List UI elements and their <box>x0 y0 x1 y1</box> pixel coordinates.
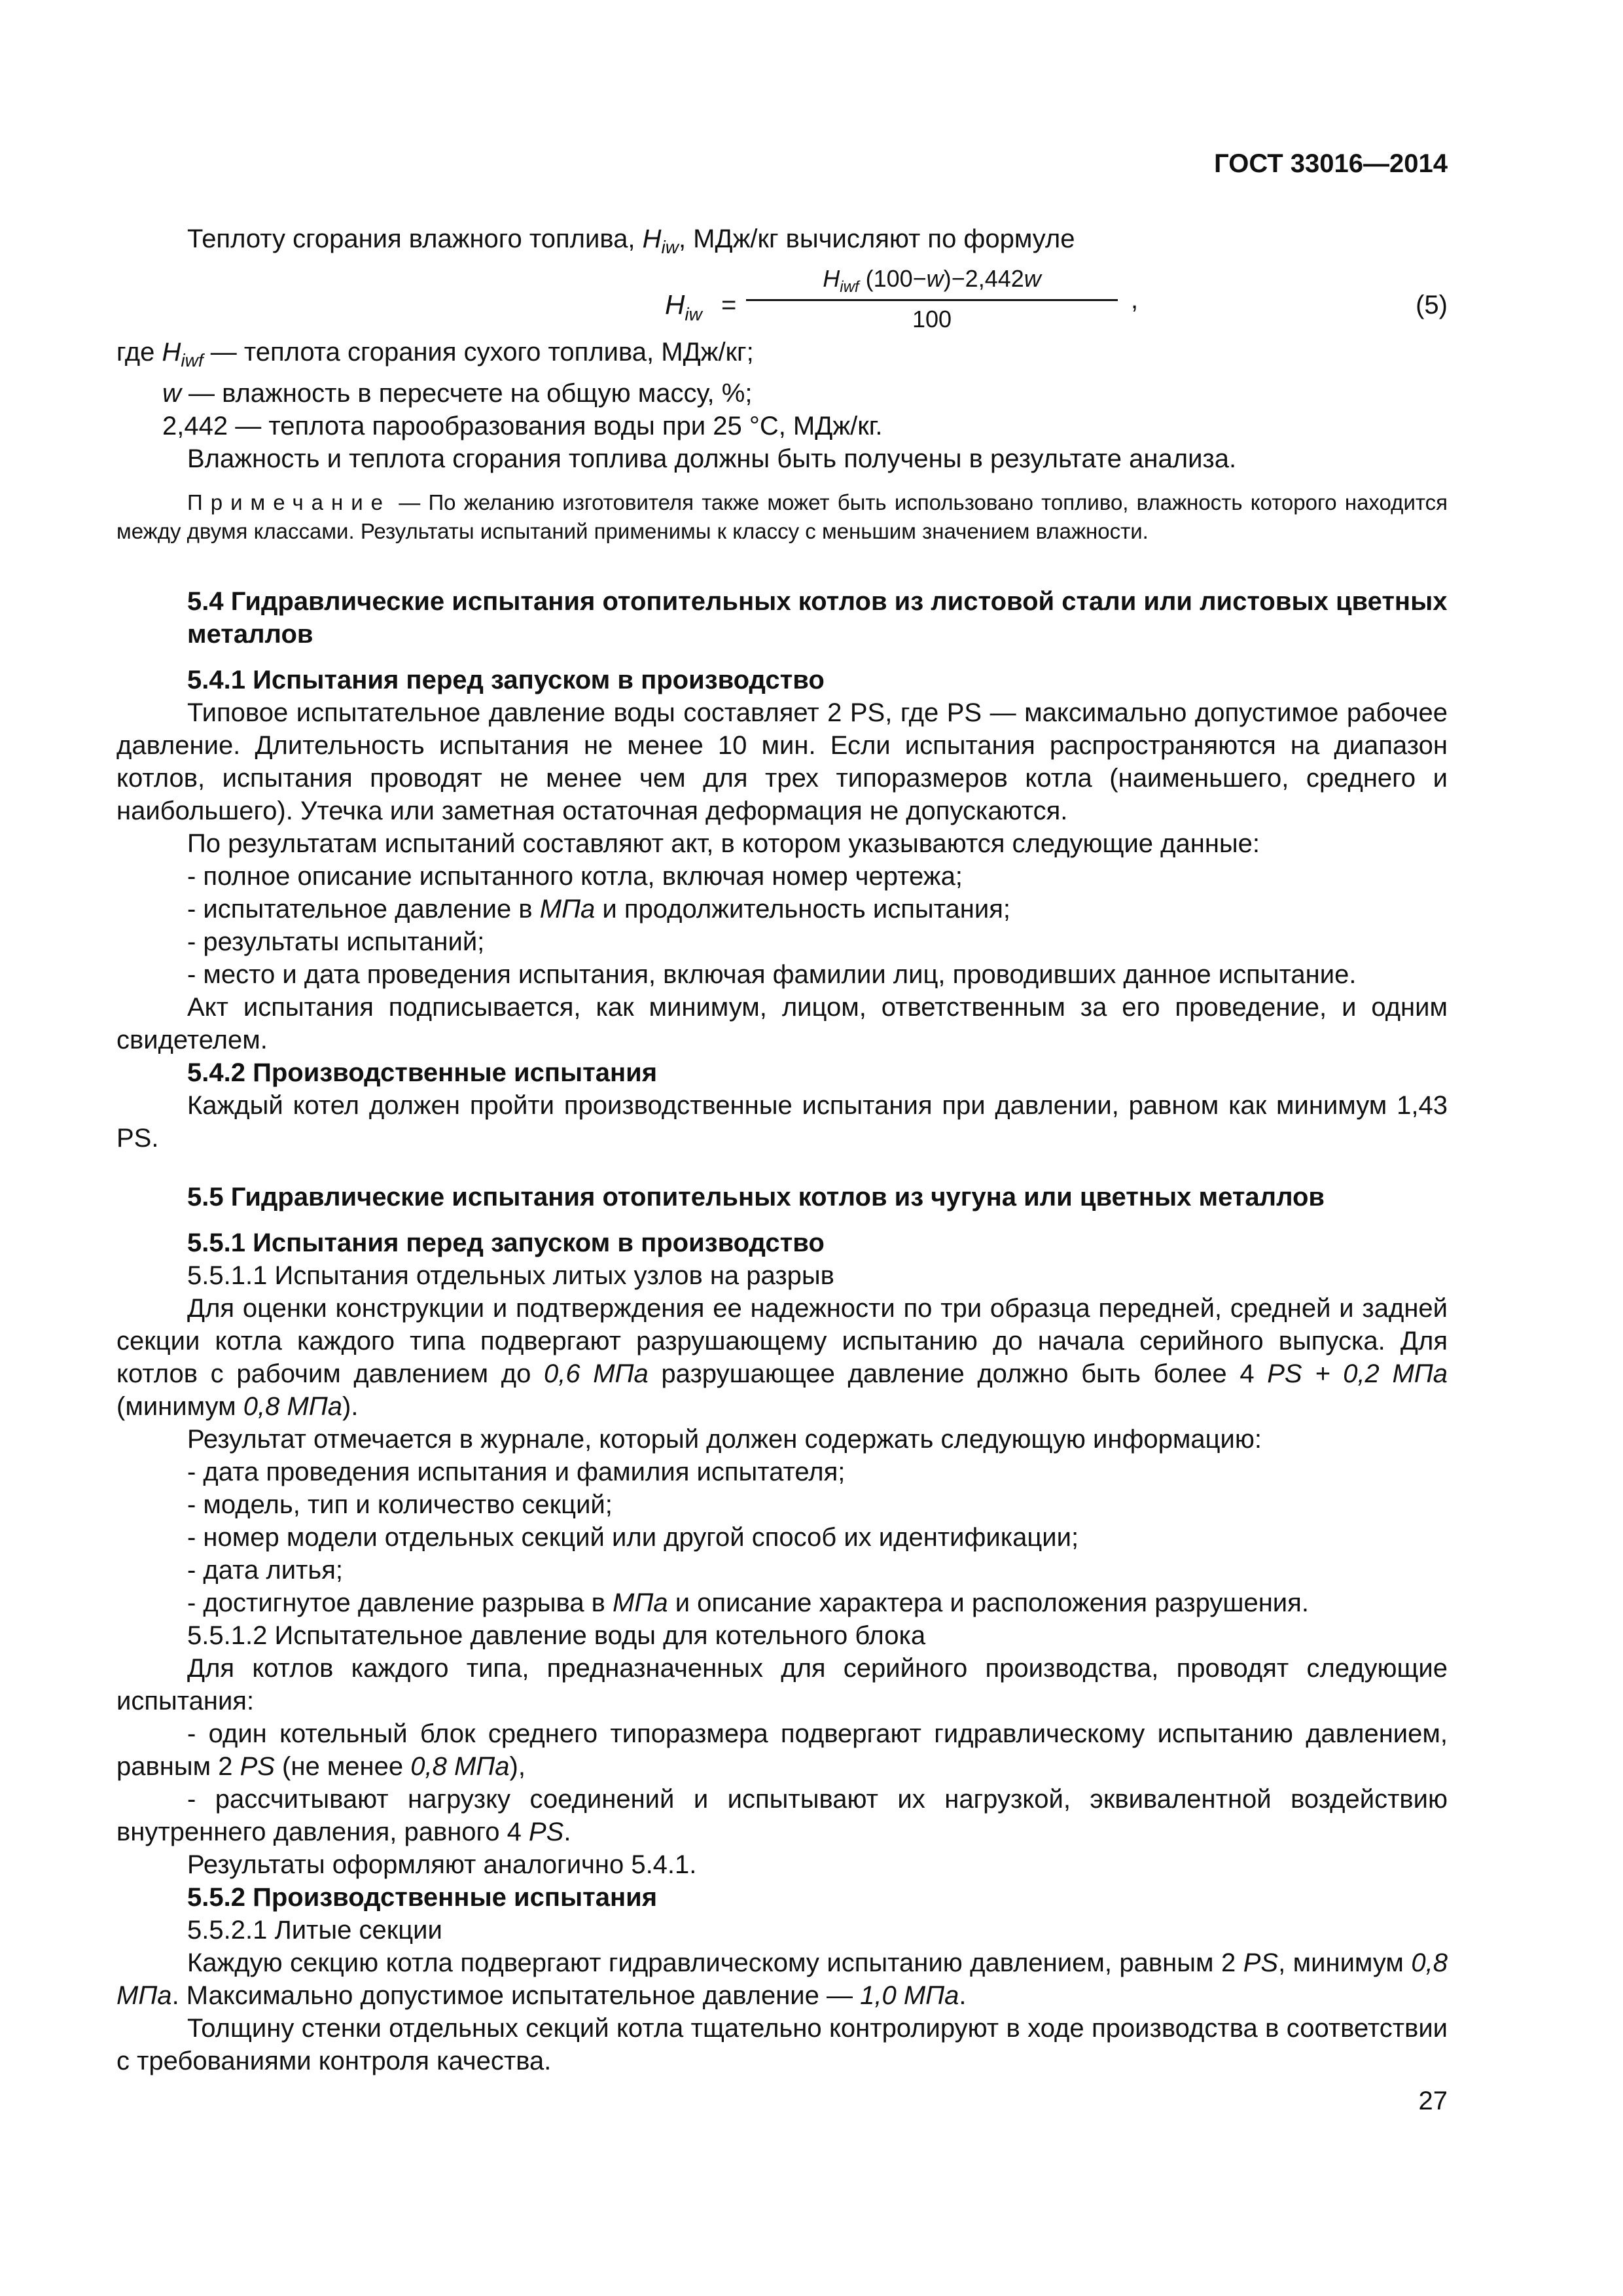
s5511-li5: - достигнутое давление разрыва в МПа и описание характера и расположения разрушения. <box>187 1588 1309 1617</box>
s5512-li7: - рассчитывают нагрузку соединений и испытывают их нагрузкой, эквивалентной воздействию внутреннего давления, равного 4 PS. <box>116 1785 1448 1846</box>
section-5-4-title: 5.4 Гидравлические испытания отопительных котлов из листовой стали или листовых цветных металлов <box>187 587 1448 649</box>
s5521-p5: Каждую секцию котла подвергают гидравлическому испытанию давлением, равным 2 PS, минимум 0,8 МПа. Максимально допустимое испытательное давление — 1,0 МПа. <box>116 1948 1448 2010</box>
s5511-li4: - дата литья; <box>187 1556 343 1585</box>
s541-p3: Акт испытания подписывается, как минимум, лицом, ответственным за его проведение, и одним свидетелем. <box>116 993 1448 1054</box>
note-label: Примечание <box>187 490 391 514</box>
s541-p2: По результатам испытаний составляют акт, в котором указываются следующие данные: <box>187 829 1260 858</box>
s5511-li1: - дата проведения испытания и фамилия испытателя; <box>187 1458 846 1486</box>
formula-number: (5) <box>1416 291 1448 319</box>
formula-lhs: $H_{iw}$ <box>665 289 702 325</box>
section-5-4-2-title: 5.4.2 Производственные испытания <box>187 1058 658 1087</box>
s5511-li3: - номер модели отдельных секций или другой способ их идентификации; <box>187 1523 1079 1552</box>
formula-comma: , <box>1131 285 1139 314</box>
formula-equals: = <box>721 291 737 319</box>
where-row-w: w — влажность в пересчете на общую массу, %; <box>162 379 753 408</box>
formula-intro: Теплоту сгорания влажного топлива, $H_{iw}$, МДж/кг вычисляют по формуле <box>187 224 1075 257</box>
s5512-p4: Результаты оформляют аналогично 5.4.1. <box>187 1850 697 1879</box>
s541-li3: - результаты испытаний; <box>187 927 485 956</box>
section-5-5-1-title: 5.5.1 Испытания перед запуском в производство <box>187 1229 825 1257</box>
doc-header: ГОСТ 33016—2014 <box>1214 149 1448 178</box>
s5511-p1: Для оценки конструкции и подтверждения ее надежности по три образца передней, средней и задней секции котла каждого типа подвергают разрушающему испытанию до начала серийного выпуска. Для котлов с рабочим давлением до 0,6 МПа разрушающее давление должно быть более 4 PS + 0,2 МПа (минимум 0,8 МПа). <box>116 1294 1448 1421</box>
s541-p1: Типовое испытательное давление воды составляет 2 PS, где PS — максимально допустимое рабочее давление. Длительность испытания не менее 10 мин. Если испытания распространяются на диапазон котлов, испытания проводят не менее чем для трех типоразмеров котла (наименьшего, среднего и наибольшего). Утечка или заметная остаточная деформация не допускаются. <box>116 698 1448 825</box>
s541-li4: - место и дата проведения испытания, включая фамилии лиц, проводивших данное испытание. <box>187 960 1357 989</box>
s5511-li2: - модель, тип и количество секций; <box>187 1490 613 1519</box>
s5512-li6: - один котельный блок среднего типоразмера подвергают гидравлическому испытанию давлением, равным 2 PS (не менее 0,8 МПа), <box>116 1719 1448 1781</box>
s541-li2: - испытательное давление в МПа и продолжительность испытания; <box>187 895 1010 924</box>
s5521-p6: Толщину стенки отдельных секций котла тщательно контролируют в ходе производства в соответствии с требованиями контроля качества. <box>116 2014 1448 2075</box>
s5511-title: 5.5.1.1 Испытания отдельных литых узлов на разрыв <box>187 1261 834 1290</box>
formula-denominator: 100 <box>912 306 952 332</box>
s5512-title: 5.5.1.2 Испытательное давление воды для котельного блока <box>187 1621 926 1650</box>
formula-5 <box>116 264 1448 336</box>
where-row-hiwf: где $H_{iwf}$ — теплота сгорания сухого топлива, МДж/кг; <box>116 338 754 370</box>
s5512-p3: Для котлов каждого типа, предназначенных для серийного производства, проводят следующие испытания: <box>116 1654 1448 1715</box>
formula-numerator: $H_{iwf}$ (100−w)−2,442w <box>823 265 1041 296</box>
section-5-4-1-title: 5.4.1 Испытания перед запуском в производство <box>187 666 825 694</box>
fraction-bar <box>746 299 1118 301</box>
analysis-text: Влажность и теплота сгорания топлива должны быть получены в результате анализа. <box>187 444 1237 473</box>
section-5-5-2-title: 5.5.2 Производственные испытания <box>187 1883 658 1912</box>
s5511-p2: Результат отмечается в журнале, который должен содержать следующую информацию: <box>187 1425 1262 1454</box>
section-5-5-title: 5.5 Гидравлические испытания отопительных котлов из чугуна или цветных металлов <box>187 1183 1325 1211</box>
page-number: 27 <box>1418 2087 1448 2115</box>
where-row-2442: 2,442 — теплота парообразования воды при 25 °С, МДж/кг. <box>162 412 883 440</box>
note: Примечание — По желанию изготовителя также может быть использовано топливо, влажность которого находится между двумя классами. Результаты испытаний применимы к классу с меньшим значением влажности. <box>116 490 1448 543</box>
s541-li1: - полное описание испытанного котла, включая номер чертежа; <box>187 862 963 891</box>
s5521-title: 5.5.2.1 Литые секции <box>187 1916 442 1945</box>
s542-p4: Каждый котел должен пройти производственные испытания при давлении, равном как минимум 1,43 PS. <box>116 1091 1448 1153</box>
page-content <box>116 223 1448 2077</box>
